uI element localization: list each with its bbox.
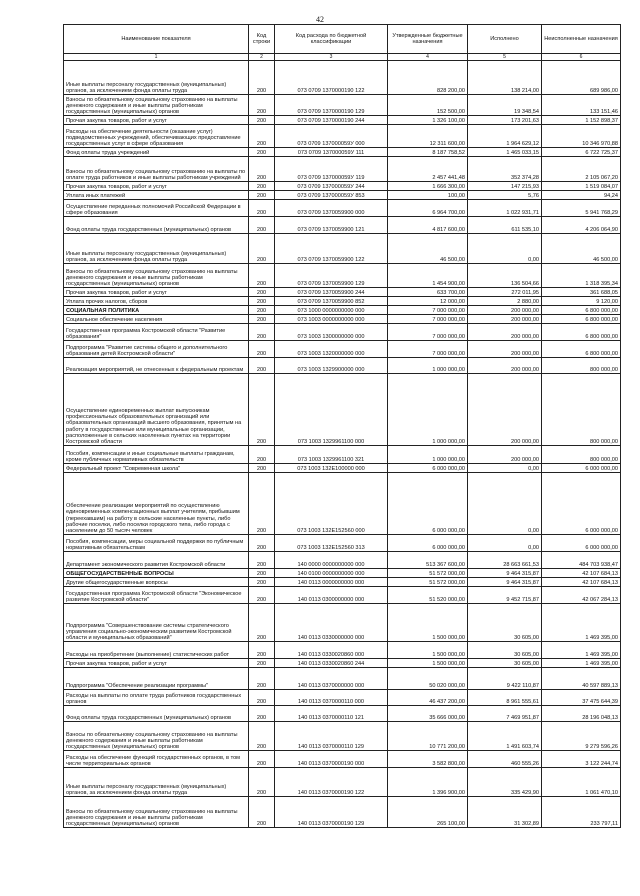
row-line-code: 200 [249, 535, 275, 552]
row-approved-amount: 513 367 600,00 [388, 552, 468, 569]
row-approved-amount: 828 200,00 [388, 61, 468, 95]
row-approved-amount: 1 000 000,00 [388, 446, 468, 464]
row-name: Расходы на приобретение (выполнение) статистических работ [64, 642, 249, 659]
row-budget-code: 140 0113 0330000000 000 [275, 604, 388, 642]
row-executed-amount: 9 422 110,87 [468, 668, 542, 690]
row-approved-amount: 6 000 000,00 [388, 535, 468, 552]
row-budget-code: 073 1003 1300000000 000 [275, 324, 388, 341]
row-name: Осуществление переданных полномочий Российской Федерации в сфере образования [64, 200, 249, 217]
row-remaining-amount: 6 000 000,00 [542, 473, 621, 535]
row-approved-amount: 7 000 000,00 [388, 341, 468, 358]
row-approved-amount: 7 000 000,00 [388, 315, 468, 324]
row-approved-amount: 4 817 600,00 [388, 217, 468, 234]
row-name: Взносы по обязательному социальному страхованию на выплаты денежного содержания и иные выплаты работникам государственных (муниципальных) органов [64, 264, 249, 288]
row-budget-code: 073 1003 132E152560 000 [275, 473, 388, 535]
row-name: Расходы на обеспечение деятельности (оказание услуг) подведомственных учреждений, обеспечивающих предоставление государственных услуг в сфере образования [64, 125, 249, 148]
row-executed-amount: 30 605,00 [468, 659, 542, 668]
row-executed-amount: 272 011,95 [468, 288, 542, 297]
row-line-code: 200 [249, 182, 275, 191]
row-budget-code: 073 1003 1329900000 000 [275, 358, 388, 374]
row-executed-amount: 200 000,00 [468, 358, 542, 374]
row-line-code: 200 [249, 569, 275, 578]
row-budget-code: 140 0113 0300000000 000 [275, 587, 388, 604]
row-line-code: 200 [249, 288, 275, 297]
row-name: Другие общегосударственные вопросы [64, 578, 249, 587]
row-remaining-amount: 42 107 684,13 [542, 578, 621, 587]
row-line-code: 200 [249, 722, 275, 751]
row-line-code: 200 [249, 797, 275, 828]
column-number: 2 [249, 54, 275, 61]
row-remaining-amount: 800 000,00 [542, 374, 621, 446]
row-executed-amount: 5,76 [468, 191, 542, 200]
row-remaining-amount: 6 800 000,00 [542, 324, 621, 341]
row-name: Департамент экономического развития Костромской области [64, 552, 249, 569]
row-executed-amount: 200 000,00 [468, 315, 542, 324]
row-remaining-amount: 3 122 244,74 [542, 751, 621, 768]
row-executed-amount: 30 605,00 [468, 604, 542, 642]
row-line-code: 200 [249, 315, 275, 324]
table-row [64, 569, 621, 578]
row-remaining-amount: 361 688,05 [542, 288, 621, 297]
row-line-code: 200 [249, 297, 275, 306]
row-name: Фонд оплаты труда учреждений [64, 148, 249, 157]
row-executed-amount: 30 605,00 [468, 642, 542, 659]
row-approved-amount: 1 396 900,00 [388, 768, 468, 797]
table-row [64, 797, 621, 828]
row-budget-code: 073 1003 1329961100 000 [275, 374, 388, 446]
row-budget-code: 073 1003 132E152560 313 [275, 535, 388, 552]
row-budget-code: 073 1003 1329961100 321 [275, 446, 388, 464]
row-approved-amount: 1 000 000,00 [388, 358, 468, 374]
row-approved-amount: 46 500,00 [388, 234, 468, 264]
row-remaining-amount: 28 196 048,13 [542, 706, 621, 722]
row-approved-amount: 1 666 300,00 [388, 182, 468, 191]
page-number: 42 [316, 15, 324, 24]
row-line-code: 200 [249, 61, 275, 95]
table-row [64, 642, 621, 659]
table-row [64, 125, 621, 148]
row-remaining-amount: 1 152 898,37 [542, 116, 621, 125]
table-row [64, 464, 621, 473]
row-executed-amount: 138 214,00 [468, 61, 542, 95]
row-remaining-amount: 6 800 000,00 [542, 341, 621, 358]
row-executed-amount: 31 302,89 [468, 797, 542, 828]
row-remaining-amount: 800 000,00 [542, 446, 621, 464]
row-approved-amount: 12 000,00 [388, 297, 468, 306]
row-approved-amount: 1 500 000,00 [388, 659, 468, 668]
row-line-code: 200 [249, 200, 275, 217]
row-budget-code: 140 0000 0000000000 000 [275, 552, 388, 569]
row-budget-code: 073 0709 1370059900 852 [275, 297, 388, 306]
row-name: Пособия, компенсации, меры социальной поддержки по публичным нормативным обязательствам [64, 535, 249, 552]
row-remaining-amount: 233 797,11 [542, 797, 621, 828]
table-row [64, 95, 621, 116]
row-name: Подпрограмма "Совершенствование системы стратегического управления социально-экономическим развитием Костромской области и муниципальных образований" [64, 604, 249, 642]
row-name: Взносы по обязательному социальному страхованию на выплаты денежного содержания и иные выплаты работникам государственных (муниципальных) органов [64, 797, 249, 828]
row-approved-amount: 51 572 000,00 [388, 578, 468, 587]
row-budget-code: 140 0113 0370000000 000 [275, 668, 388, 690]
table-row [64, 341, 621, 358]
row-line-code: 200 [249, 374, 275, 446]
row-executed-amount: 611 535,10 [468, 217, 542, 234]
table-row [64, 751, 621, 768]
row-approved-amount: 6 964 700,00 [388, 200, 468, 217]
row-name: Федеральный проект "Современная школа" [64, 464, 249, 473]
row-line-code: 200 [249, 217, 275, 234]
row-line-code: 200 [249, 341, 275, 358]
row-budget-code: 073 0709 137000059У 111 [275, 148, 388, 157]
table-row [64, 191, 621, 200]
row-name: Осуществление единовременных выплат выпускникам профессиональных образовательных организаций или образовательных организаций высшего образования, принятым на работу в государственные или муниципальные организации, расположенные в сельских населенных пунктах на территории Костромской области [64, 374, 249, 446]
row-budget-code: 140 0113 0330020860 244 [275, 659, 388, 668]
row-remaining-amount: 37 475 644,39 [542, 690, 621, 706]
row-name: Государственная программа Костромской области "Экономическое развитие Костромской области" [64, 587, 249, 604]
row-line-code: 200 [249, 234, 275, 264]
row-executed-amount: 173 201,63 [468, 116, 542, 125]
row-line-code: 200 [249, 157, 275, 182]
row-name: Прочая закупка товаров, работ и услуг [64, 288, 249, 297]
row-line-code: 200 [249, 642, 275, 659]
table-row [64, 116, 621, 125]
row-budget-code: 140 0113 0370000190 122 [275, 768, 388, 797]
row-remaining-amount: 6 800 000,00 [542, 306, 621, 315]
table-row [64, 264, 621, 288]
row-executed-amount: 0,00 [468, 535, 542, 552]
table-row [64, 288, 621, 297]
row-line-code: 200 [249, 95, 275, 116]
row-remaining-amount: 1 061 470,10 [542, 768, 621, 797]
header-executed: Исполнено [468, 25, 542, 54]
table-body [64, 61, 621, 828]
row-line-code: 200 [249, 306, 275, 315]
row-remaining-amount: 5 941 768,29 [542, 200, 621, 217]
row-remaining-amount: 2 105 067,20 [542, 157, 621, 182]
row-executed-amount: 2 880,00 [468, 297, 542, 306]
row-executed-amount: 1 491 603,74 [468, 722, 542, 751]
row-name: Прочая закупка товаров, работ и услуг [64, 659, 249, 668]
row-name: Государственная программа Костромской области "Развитие образования" [64, 324, 249, 341]
row-remaining-amount: 1 469 395,00 [542, 642, 621, 659]
column-number-row [64, 54, 621, 61]
row-budget-code: 073 0709 137000059У 244 [275, 182, 388, 191]
row-budget-code: 073 0709 137000059У 000 [275, 125, 388, 148]
row-line-code: 200 [249, 148, 275, 157]
row-name: Взносы по обязательному социальному страхованию на выплаты денежного содержания и иные выплаты работникам государственных (муниципальных) органов [64, 722, 249, 751]
row-line-code: 200 [249, 552, 275, 569]
row-name: Расходы на обеспечение функций государственных органов, в том числе территориальных органов [64, 751, 249, 768]
row-remaining-amount: 6 000 000,00 [542, 464, 621, 473]
column-number: 6 [542, 54, 621, 61]
row-budget-code: 140 0113 0370000110 000 [275, 690, 388, 706]
row-line-code: 200 [249, 659, 275, 668]
row-name: Социальное обеспечение населения [64, 315, 249, 324]
table-row [64, 578, 621, 587]
row-line-code: 200 [249, 587, 275, 604]
row-approved-amount: 12 311 600,00 [388, 125, 468, 148]
row-line-code: 200 [249, 324, 275, 341]
table-row [64, 148, 621, 157]
row-executed-amount: 0,00 [468, 473, 542, 535]
row-line-code: 200 [249, 668, 275, 690]
row-line-code: 200 [249, 768, 275, 797]
row-approved-amount: 1 454 900,00 [388, 264, 468, 288]
row-name: СОЦИАЛЬНАЯ ПОЛИТИКА [64, 306, 249, 315]
table-row [64, 61, 621, 95]
row-name: Иные выплаты персоналу государственных (муниципальных) органов, за исключением фонда оплаты труда [64, 61, 249, 95]
row-budget-code: 073 1003 132E100000 000 [275, 464, 388, 473]
row-approved-amount: 1 326 100,00 [388, 116, 468, 125]
row-remaining-amount: 42 107 684,13 [542, 569, 621, 578]
row-line-code: 200 [249, 191, 275, 200]
row-executed-amount: 147 215,93 [468, 182, 542, 191]
header-name: Наименование показателя [64, 25, 249, 54]
row-executed-amount: 9 464 315,87 [468, 569, 542, 578]
row-name: Фонд оплаты труда государственных (муниципальных) органов [64, 217, 249, 234]
row-approved-amount: 1 500 000,00 [388, 604, 468, 642]
row-budget-code: 073 0709 137000059У 853 [275, 191, 388, 200]
table-row [64, 358, 621, 374]
row-name: Иные выплаты персоналу государственных (муниципальных) органов, за исключением фонда оплаты труда [64, 234, 249, 264]
row-remaining-amount: 1 469 395,00 [542, 604, 621, 642]
row-approved-amount: 1 500 000,00 [388, 642, 468, 659]
row-budget-code: 073 0709 1370000190 129 [275, 95, 388, 116]
table-row [64, 374, 621, 446]
row-approved-amount: 265 100,00 [388, 797, 468, 828]
table-row [64, 659, 621, 668]
row-line-code: 200 [249, 446, 275, 464]
row-remaining-amount: 4 206 064,90 [542, 217, 621, 234]
row-approved-amount: 8 187 758,52 [388, 148, 468, 157]
row-name: Расходы на выплаты по оплате труда работников государственных органов [64, 690, 249, 706]
row-budget-code: 140 0113 0370000190 129 [275, 797, 388, 828]
table-row [64, 768, 621, 797]
table-row [64, 604, 621, 642]
table-header [64, 25, 621, 61]
row-executed-amount: 200 000,00 [468, 306, 542, 315]
table-row [64, 706, 621, 722]
row-executed-amount: 8 961 555,61 [468, 690, 542, 706]
row-name: Реализация мероприятий, не отнесенных к федеральным проектам [64, 358, 249, 374]
header-budget-code: Код расхода по бюджетной классификации [275, 25, 388, 54]
table-row [64, 297, 621, 306]
row-remaining-amount: 42 067 284,13 [542, 587, 621, 604]
row-remaining-amount: 6 000 000,00 [542, 535, 621, 552]
row-approved-amount: 6 000 000,00 [388, 473, 468, 535]
row-budget-code: 073 0709 1370059900 000 [275, 200, 388, 217]
table-row [64, 473, 621, 535]
column-number: 4 [388, 54, 468, 61]
row-line-code: 200 [249, 264, 275, 288]
header-remaining: Неисполненные назначения [542, 25, 621, 54]
row-executed-amount: 1 465 033,15 [468, 148, 542, 157]
row-approved-amount: 51 572 000,00 [388, 569, 468, 578]
row-name: Прочая закупка товаров, работ и услуг [64, 116, 249, 125]
row-remaining-amount: 10 346 970,88 [542, 125, 621, 148]
table-row [64, 234, 621, 264]
table-row [64, 157, 621, 182]
row-executed-amount: 460 555,26 [468, 751, 542, 768]
row-budget-code: 140 0113 0000000000 000 [275, 578, 388, 587]
row-remaining-amount: 689 986,00 [542, 61, 621, 95]
row-executed-amount: 136 504,66 [468, 264, 542, 288]
row-line-code: 200 [249, 706, 275, 722]
row-line-code: 200 [249, 358, 275, 374]
budget-execution-table [63, 24, 621, 828]
table-row [64, 587, 621, 604]
row-executed-amount: 7 469 951,87 [468, 706, 542, 722]
table-row [64, 217, 621, 234]
row-approved-amount: 7 000 000,00 [388, 324, 468, 341]
table-row [64, 315, 621, 324]
row-budget-code: 073 1000 0000000000 000 [275, 306, 388, 315]
table-row [64, 306, 621, 315]
row-approved-amount: 6 000 000,00 [388, 464, 468, 473]
row-name: Подпрограмма "Обеспечение реализации программы" [64, 668, 249, 690]
row-approved-amount: 1 000 000,00 [388, 374, 468, 446]
row-name: Прочая закупка товаров, работ и услуг [64, 182, 249, 191]
row-approved-amount: 3 582 800,00 [388, 751, 468, 768]
row-budget-code: 073 0709 137000059У 119 [275, 157, 388, 182]
row-line-code: 200 [249, 464, 275, 473]
row-budget-code: 073 0709 1370000190 122 [275, 61, 388, 95]
row-line-code: 200 [249, 116, 275, 125]
row-name: Пособия, компенсации и иные социальные выплаты гражданам, кроме публичных нормативных обязательств [64, 446, 249, 464]
table-row [64, 182, 621, 191]
row-line-code: 200 [249, 578, 275, 587]
row-executed-amount: 1 022 931,71 [468, 200, 542, 217]
table-row [64, 446, 621, 464]
row-budget-code: 073 0709 1370059900 244 [275, 288, 388, 297]
row-line-code: 200 [249, 690, 275, 706]
row-approved-amount: 100,00 [388, 191, 468, 200]
row-remaining-amount: 484 703 938,47 [542, 552, 621, 569]
row-executed-amount: 200 000,00 [468, 446, 542, 464]
table-row [64, 668, 621, 690]
row-remaining-amount: 6 800 000,00 [542, 315, 621, 324]
row-name: Взносы по обязательному социальному страхованию на выплаты по оплате труда работников и иные выплаты работникам учреждений [64, 157, 249, 182]
row-approved-amount: 50 020 000,00 [388, 668, 468, 690]
row-budget-code: 073 0709 1370059900 129 [275, 264, 388, 288]
row-approved-amount: 633 700,00 [388, 288, 468, 297]
row-approved-amount: 51 520 000,00 [388, 587, 468, 604]
row-budget-code: 140 0113 0370000190 000 [275, 751, 388, 768]
row-approved-amount: 2 457 441,48 [388, 157, 468, 182]
table-row [64, 552, 621, 569]
row-name: Уплата прочих налогов, сборов [64, 297, 249, 306]
table-row [64, 200, 621, 217]
row-name: Обеспечение реализации мероприятий по осуществлению единовременных компенсационных выплат учителям, прибывшим (переехавшим) на работу в сельские населенные пункты, либо рабочие поселки, либо поселки городского типа, либо города с населением до 50 тысяч человек [64, 473, 249, 535]
header-approved: Утвержденные бюджетные назначения [388, 25, 468, 54]
row-name: Уплата иных платежей [64, 191, 249, 200]
row-line-code: 200 [249, 604, 275, 642]
row-name: Взносы по обязательному социальному страхованию на выплаты денежного содержания и иные выплаты работникам государственных (муниципальных) органов [64, 95, 249, 116]
row-remaining-amount: 9 279 596,26 [542, 722, 621, 751]
row-budget-code: 073 0709 1370000190 244 [275, 116, 388, 125]
row-budget-code: 073 1003 0000000000 000 [275, 315, 388, 324]
row-remaining-amount: 1 469 395,00 [542, 659, 621, 668]
row-executed-amount: 200 000,00 [468, 324, 542, 341]
row-executed-amount: 335 429,90 [468, 768, 542, 797]
row-remaining-amount: 133 151,46 [542, 95, 621, 116]
row-budget-code: 073 0709 1370059900 121 [275, 217, 388, 234]
row-budget-code: 140 0113 0370000110 129 [275, 722, 388, 751]
row-name: ОБЩЕГОСУДАРСТВЕННЫЕ ВОПРОСЫ [64, 569, 249, 578]
row-executed-amount: 352 374,28 [468, 157, 542, 182]
row-name: Подпрограмма "Развитие системы общего и дополнительного образования детей Костромской области" [64, 341, 249, 358]
column-number: 1 [64, 54, 249, 61]
row-approved-amount: 152 500,00 [388, 95, 468, 116]
row-remaining-amount: 40 597 889,13 [542, 668, 621, 690]
table-row [64, 324, 621, 341]
row-name: Фонд оплаты труда государственных (муниципальных) органов [64, 706, 249, 722]
row-executed-amount: 0,00 [468, 464, 542, 473]
row-remaining-amount: 1 519 084,07 [542, 182, 621, 191]
row-remaining-amount: 6 722 725,37 [542, 148, 621, 157]
row-remaining-amount: 1 318 395,34 [542, 264, 621, 288]
row-approved-amount: 35 666 000,00 [388, 706, 468, 722]
row-remaining-amount: 94,24 [542, 191, 621, 200]
table-row [64, 535, 621, 552]
row-line-code: 200 [249, 473, 275, 535]
column-number: 3 [275, 54, 388, 61]
row-remaining-amount: 46 500,00 [542, 234, 621, 264]
table-row [64, 690, 621, 706]
row-executed-amount: 0,00 [468, 234, 542, 264]
row-executed-amount: 9 464 315,87 [468, 578, 542, 587]
row-executed-amount: 19 348,54 [468, 95, 542, 116]
row-executed-amount: 200 000,00 [468, 341, 542, 358]
row-executed-amount: 200 000,00 [468, 374, 542, 446]
row-remaining-amount: 9 120,00 [542, 297, 621, 306]
column-number: 5 [468, 54, 542, 61]
row-remaining-amount: 800 000,00 [542, 358, 621, 374]
row-approved-amount: 10 771 200,00 [388, 722, 468, 751]
table-row [64, 722, 621, 751]
row-budget-code: 140 0100 0000000000 000 [275, 569, 388, 578]
row-budget-code: 073 1003 1320000000 000 [275, 341, 388, 358]
row-budget-code: 073 0709 1370059900 122 [275, 234, 388, 264]
row-approved-amount: 46 437 200,00 [388, 690, 468, 706]
header-line-code: Код строки [249, 25, 275, 54]
row-executed-amount: 9 452 715,87 [468, 587, 542, 604]
row-budget-code: 140 0113 0370000110 121 [275, 706, 388, 722]
row-executed-amount: 28 663 661,53 [468, 552, 542, 569]
row-executed-amount: 1 964 629,12 [468, 125, 542, 148]
row-name: Иные выплаты персоналу государственных (муниципальных) органов, за исключением фонда оплаты труда [64, 768, 249, 797]
row-budget-code: 140 0113 0330020860 000 [275, 642, 388, 659]
row-line-code: 200 [249, 751, 275, 768]
row-approved-amount: 7 000 000,00 [388, 306, 468, 315]
row-line-code: 200 [249, 125, 275, 148]
